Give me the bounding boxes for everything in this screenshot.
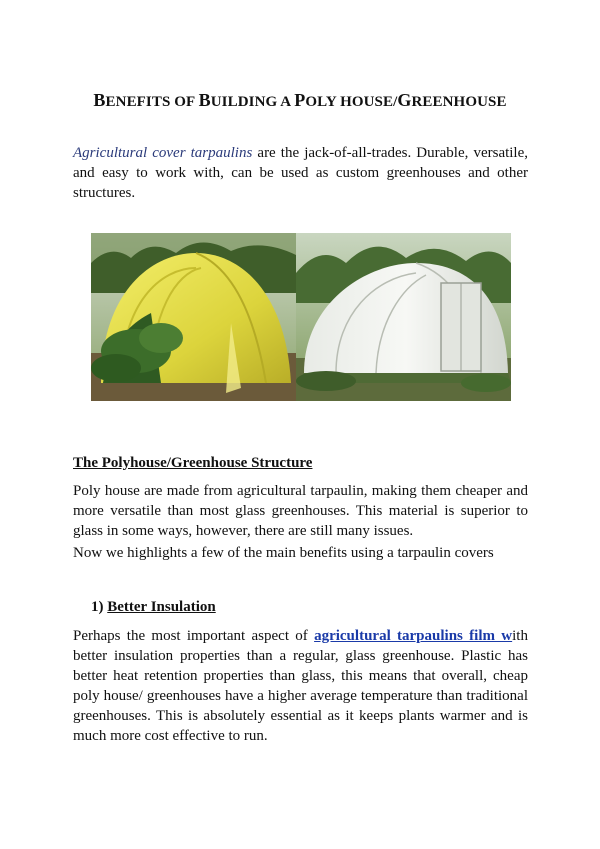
title-initial-b1: B: [93, 90, 106, 110]
insulation-text-before: Perhaps the most important aspect of: [73, 628, 315, 644]
agricultural-tarpaulins-film-link[interactable]: agricultural tarpaulins film w: [314, 628, 513, 644]
intro-paragraph: [73, 143, 528, 203]
title-part-2: UILDING A: [210, 94, 295, 110]
title-initial-g: G: [397, 90, 412, 110]
yellow-tunnel-greenhouse-photo: [91, 233, 296, 401]
insulation-heading-text: Better Insulation: [107, 599, 216, 615]
title-part-1: ENEFITS OF: [105, 94, 199, 110]
insulation-heading: [91, 599, 216, 616]
title-part-3: OLY HOUSE/: [305, 94, 398, 110]
page-title: [0, 90, 600, 111]
structure-heading: [73, 455, 312, 472]
title-initial-b2: B: [198, 90, 211, 110]
insulation-text-after: ith better insulation properties than a regular, glass greenhouse. Plastic has better heat retention properties than glass, this means that overall, cheap poly house/ greenhouses have a higher average temperature than traditional greenhouses. This is absolutely essential as it keeps plants warmer and is much more cost effective to run.: [73, 628, 528, 744]
insulation-number: 1): [91, 599, 104, 615]
structure-paragraph-2: Now we highlights a few of the main benefits using a tarpaulin covers: [73, 545, 494, 561]
structure-heading-text: The Polyhouse/Greenhouse Structure: [73, 455, 313, 471]
yellow-greenhouse-image: [91, 233, 296, 401]
title-initial-p: P: [294, 90, 306, 110]
intro-text: are the jack-of-all-trades. Durable, versatile, and easy to work with, can be used as custom greenhouses and other structures.: [73, 145, 529, 201]
agricultural-cover-tarpaulins-link[interactable]: Agricultural cover tarpaulins: [73, 145, 253, 161]
white-polyhouse-photo: [296, 233, 511, 401]
structure-paragraph-1: Poly house are made from agricultural tarpaulin, making them cheaper and more versatile than most glass greenhouses. This material is superior to glass in some ways, however, there are still many issues.: [73, 483, 528, 539]
insulation-paragraph: [73, 626, 528, 746]
white-polyhouse-image: [296, 233, 511, 401]
greenhouse-photos: [91, 233, 511, 401]
title-part-4: REENHOUSE: [411, 94, 507, 110]
